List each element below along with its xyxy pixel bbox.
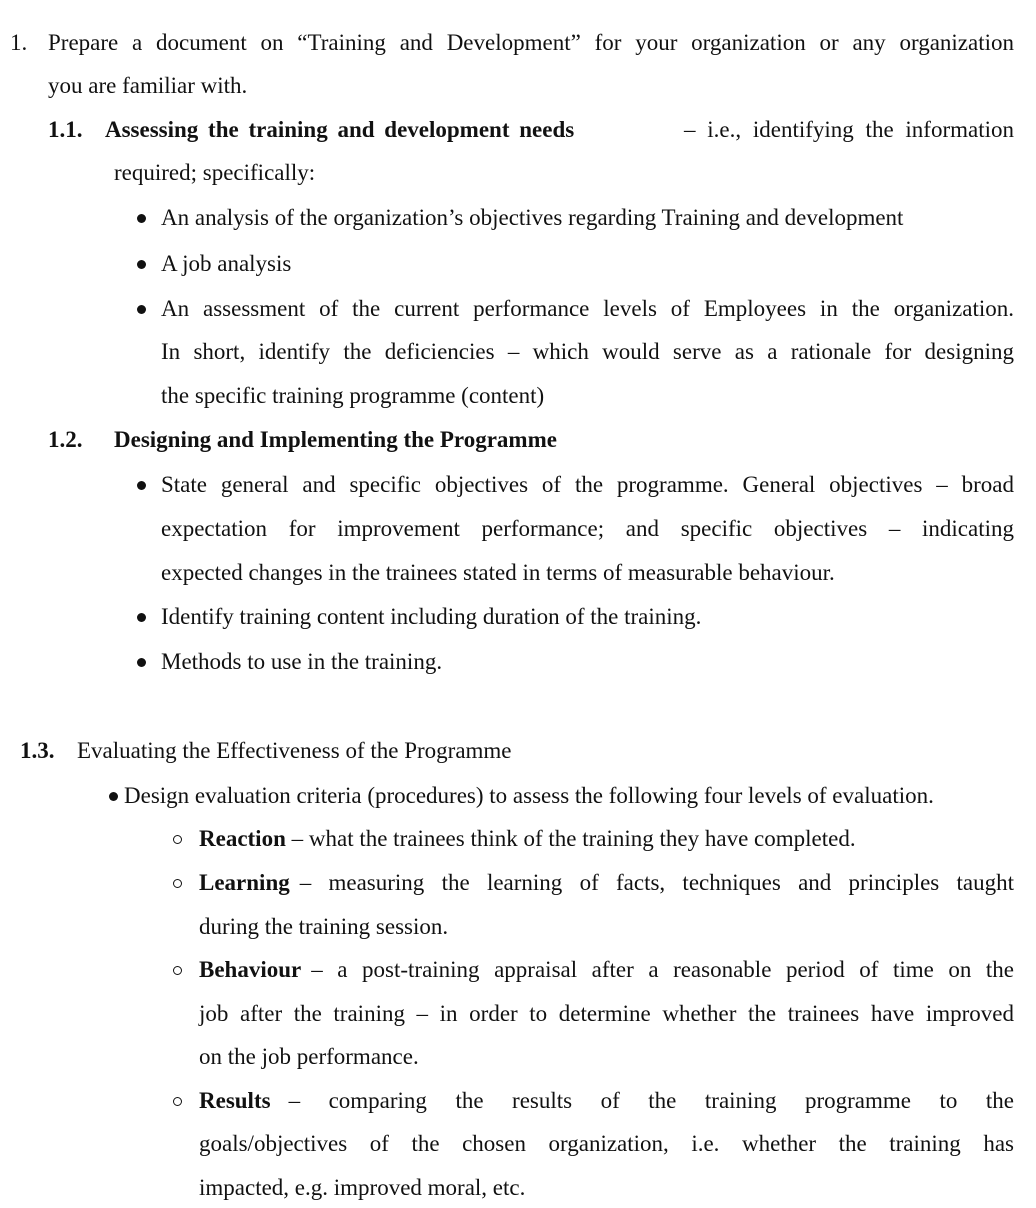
section-1-1-intro-rest: – i.e., identifying the information <box>684 117 1014 142</box>
circle-bullet-icon <box>173 835 182 844</box>
bullet-icon <box>137 305 146 314</box>
level-behaviour-term: Behaviour <box>199 957 302 982</box>
level-results <box>199 1086 1014 1116</box>
task-line-1: Prepare a document on “Training and Development” for your organization or any organization <box>48 30 1014 55</box>
bullet-icon <box>137 613 146 622</box>
section-1-3-heading: Evaluating the Effectiveness of the Programme <box>77 738 512 763</box>
level-learning-line-1: – measuring the learning of facts, techniques and principles taught <box>299 870 1014 895</box>
level-behaviour <box>199 955 1014 985</box>
s11-bullet-2: A job analysis <box>161 251 292 276</box>
section-1-1-intro-line-2: required; specifically: <box>114 160 316 185</box>
level-learning <box>199 868 1014 898</box>
circle-bullet-icon <box>173 966 182 975</box>
level-behaviour-line-3: on the job performance. <box>199 1044 419 1069</box>
bullet-icon <box>137 214 146 223</box>
task-line-2: you are familiar with. <box>48 73 248 98</box>
bullet-icon <box>109 792 118 801</box>
s11-bullet-1: An analysis of the organization’s objectives regarding Training and development <box>161 205 904 230</box>
s12-bullet-1-line-1: State general and specific objectives of the programme. General objectives – broad <box>161 472 1014 497</box>
level-reaction-term: Reaction <box>199 826 286 851</box>
s11-bullet-3-line-3: the specific training programme (content) <box>161 383 545 408</box>
bullet-icon <box>137 260 146 269</box>
s11-bullet-3-line-2: In short, identify the deficiencies – which would serve as a rationale for designing <box>161 339 1014 364</box>
bullet-icon <box>137 658 146 667</box>
section-1-1-heading: Assessing the training and development needs <box>105 117 575 142</box>
section-1-1-number: 1.1. <box>48 117 83 142</box>
section-1-2-heading: Designing and Implementing the Programme <box>114 427 557 452</box>
level-results-line-3: impacted, e.g. improved moral, etc. <box>199 1175 526 1200</box>
s12-bullet-2: Identify training content including duration of the training. <box>161 604 702 629</box>
level-learning-line-2: during the training session. <box>199 914 449 939</box>
s12-bullet-3: Methods to use in the training. <box>161 649 443 674</box>
section-1-1-intro <box>105 115 1014 145</box>
circle-bullet-icon <box>173 1097 182 1106</box>
section-1-3-number: 1.3. <box>20 738 55 763</box>
section-1-2-number: 1.2. <box>48 427 83 452</box>
level-learning-term: Learning <box>199 870 290 895</box>
task-number: 1. <box>10 30 28 55</box>
level-results-line-2: goals/objectives of the chosen organization, i.e. whether the training has <box>199 1131 1014 1156</box>
s12-bullet-1-line-2: expectation for improvement performance; and specific objectives – indicating <box>161 516 1014 541</box>
s12-bullet-1-line-3: expected changes in the trainees stated in terms of measurable behaviour. <box>161 560 835 585</box>
level-behaviour-line-1: – a post-training appraisal after a reasonable period of time on the <box>311 957 1014 982</box>
level-results-term: Results <box>199 1088 271 1113</box>
circle-bullet-icon <box>173 879 182 888</box>
level-results-line-1: – comparing the results of the training programme to the <box>288 1088 1014 1113</box>
s13-bullet: Design evaluation criteria (procedures) to assess the following four levels of evaluation. <box>124 783 934 808</box>
level-reaction <box>199 824 856 854</box>
bullet-icon <box>137 481 146 490</box>
s11-bullet-3-line-1: An assessment of the current performance levels of Employees in the organization. <box>161 296 1014 321</box>
level-behaviour-line-2: job after the training – in order to determine whether the trainees have improved <box>199 1001 1014 1026</box>
level-reaction-text: – what the trainees think of the training they have completed. <box>291 826 856 851</box>
